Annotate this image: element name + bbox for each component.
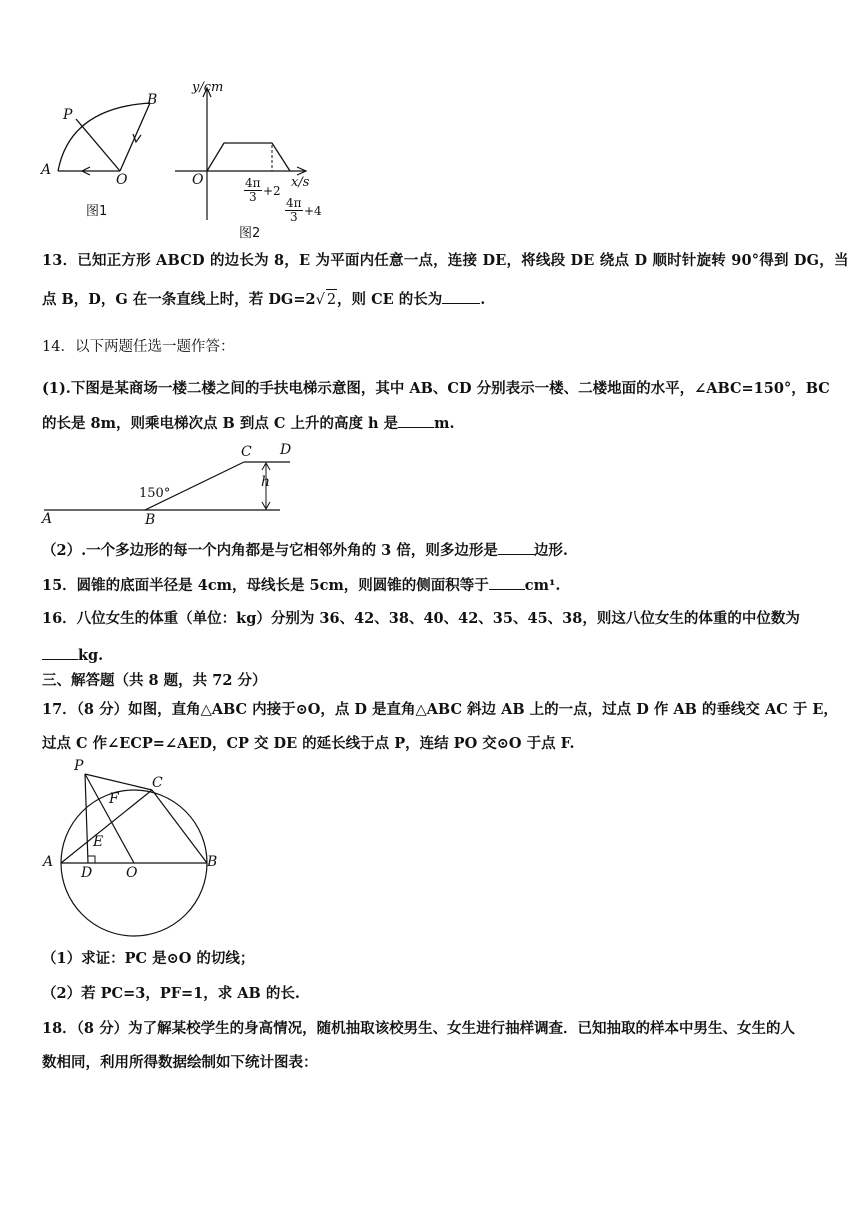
circle-label-a: A — [43, 854, 54, 870]
fig2-caption: 图2 — [239, 226, 261, 241]
q13-line-2: 点 B，D，G 在一条直线上时，若 DG=2√ 2，则 CE 的长为 . — [42, 291, 486, 308]
q17-part-2: （2）若 PC=3，PF=1，求 AB 的长. — [42, 985, 300, 1002]
escalator-label-c: C — [241, 444, 252, 460]
circle-label-o: O — [126, 865, 138, 881]
fig2-tick-1: $\frac{4\pi}{3}$ — [245, 176, 261, 204]
escalator-label-h: h — [261, 474, 271, 490]
circle-label-b: B — [207, 854, 218, 870]
q17-line-1: 17．（8 分）如图，直角△ABC 内接于⊙O，点 D 是直角△ABC 斜边 AB 上的一点，过点 D 作 AB 的垂线交 AC 于 E， — [42, 701, 838, 718]
fig2-label-x: x/s — [291, 175, 310, 190]
q13-line-1: 13．已知正方形 ABCD 的边长为 8，E 为平面内任意一点，连接 DE，将线段 DE 绕点 D 顺时针旋转 90°得到 DG，当 — [42, 252, 849, 269]
sqrt-symbol: √ — [315, 292, 325, 308]
circle-label-d: D — [81, 865, 93, 881]
q14-part1-line-2: 的长是 8m，则乘电梯次点 B 到点 C 上升的高度 h 是 m. — [42, 415, 455, 432]
q17-line-2: 过点 C 作∠ECP=∠AED，CP 交 DE 的延长线于点 P，连结 PO 交⊙O 于点 F. — [42, 735, 575, 752]
q18-line-1: 18．（8 分）为了解某校学生的身高情况，随机抽取该校男生、女生进行抽样调查．已知抽取的样本中男生、女生的人 — [42, 1020, 796, 1037]
fig2-label-o: O — [192, 172, 204, 188]
circle-label-e: E — [93, 834, 104, 850]
q17-part-1: （1）求证：PC 是⊙O 的切线； — [42, 950, 255, 967]
escalator-angle-label: 150° — [139, 486, 171, 501]
fig2-tick-2: $\frac{4\pi}{3}$ — [286, 196, 302, 224]
fig1-label-a: A — [41, 162, 52, 178]
q14-part2: （2）.一个多边形的每一个内角都是与它相邻外角的 3 倍，则多边形是 边形. — [42, 542, 568, 559]
escalator-label-b: B — [145, 512, 156, 528]
fig1-label-p: P — [63, 107, 73, 123]
fig2-label-y: y/cm — [192, 80, 224, 95]
escalator-label-a: A — [42, 511, 53, 527]
q14-part1-line-1: (1).下图是某商场一楼二楼之间的手扶电梯示意图，其中 AB、CD 分别表示一楼、二楼地面的水平，∠ABC=150°，BC — [42, 380, 830, 397]
circle-label-p: P — [74, 758, 84, 774]
q18-line-2: 数相同，利用所得数据绘制如下统计图表： — [42, 1054, 318, 1071]
fig1-label-b: B — [147, 92, 158, 108]
section-3-heading: 三、解答题（共 8 题，共 72 分） — [42, 672, 267, 689]
fig1-label-o: O — [116, 172, 128, 188]
fig2-tick-2-suffix: +4 — [304, 204, 322, 218]
circle-label-f: F — [109, 791, 119, 807]
q16-line-1: 16．八位女生的体重（单位：kg）分别为 36、42、38、40、42、35、45、38，则这八位女生的体重的中位数为 — [42, 610, 800, 627]
q15-line: 15．圆锥的底面半径是 4cm，母线长是 5cm，则圆锥的侧面积等于 cm¹. — [42, 577, 561, 594]
escalator-label-d: D — [280, 442, 292, 458]
fig2-tick-1-suffix: +2 — [263, 184, 281, 198]
circle-label-c: C — [152, 775, 163, 791]
q14-intro: 14．以下两题任选一题作答： — [42, 339, 235, 355]
q16-line-2: kg. — [42, 645, 103, 666]
fig1-caption: 图1 — [86, 204, 108, 219]
